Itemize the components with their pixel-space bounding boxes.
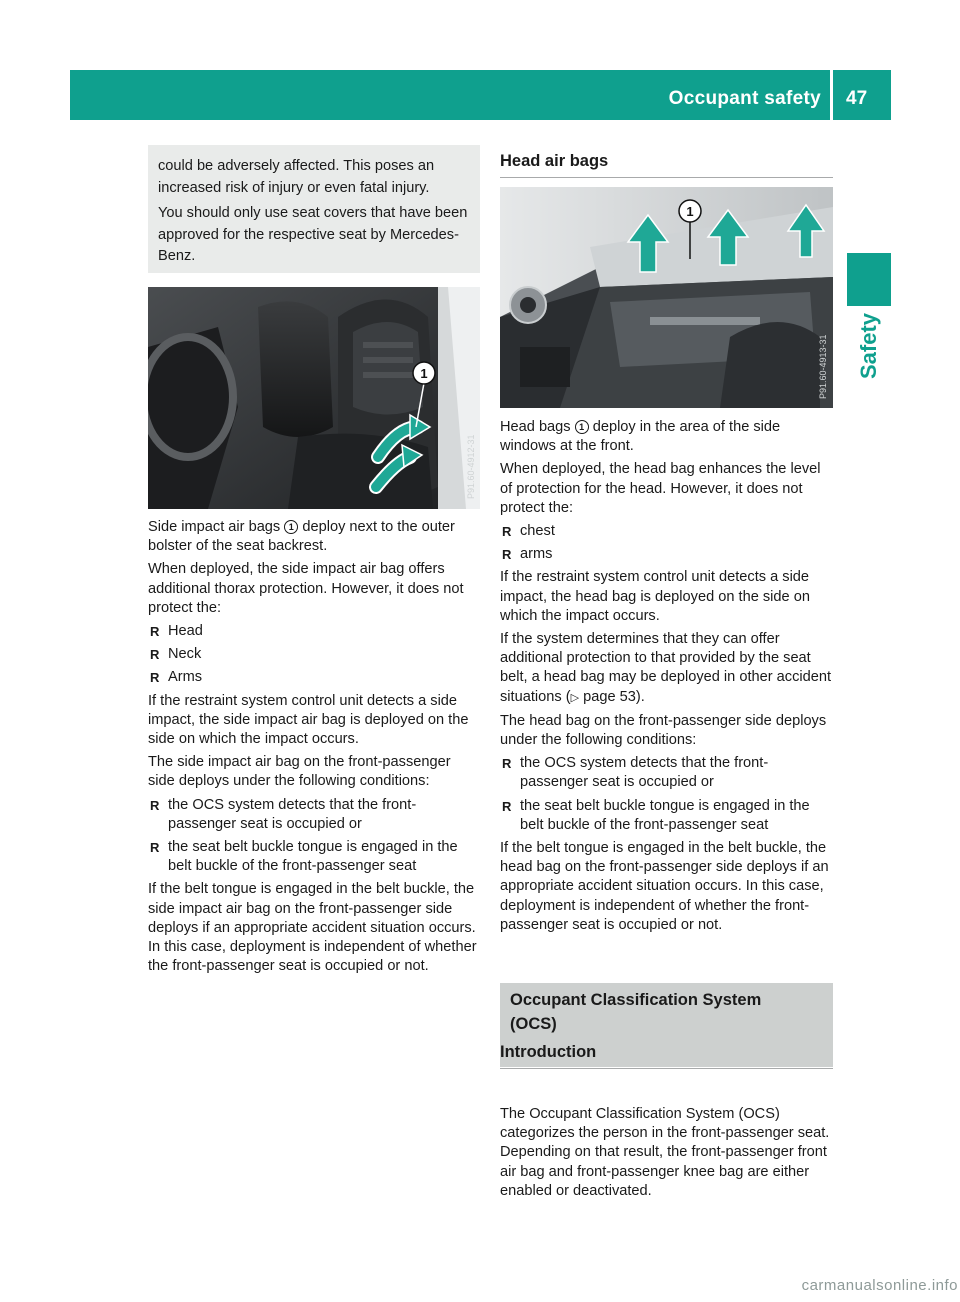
page-ref-arrow-icon: ▷ xyxy=(570,691,580,704)
paragraph: The Occupant Classification System (OCS) categorizes the person in the front-passenger seat. Depending on that result, the front-passenger front air bag and front-passenger knee bag are either enabled or deactivated. xyxy=(500,1106,830,1199)
left-column xyxy=(148,518,480,980)
svg-text:1: 1 xyxy=(686,204,694,219)
side-airbag-figure xyxy=(148,287,480,509)
list-item: R Arms xyxy=(148,668,480,687)
watermark: carmanualsonline.info xyxy=(801,1277,958,1294)
chapter-tab xyxy=(847,306,891,386)
right-column xyxy=(500,418,833,939)
list-item: R the OCS system detects that the front-passenger seat is occupied or xyxy=(148,796,480,834)
paragraph: When deployed, the head bag enhances the level of protection for the head. However, it does not protect the: xyxy=(500,461,821,516)
list-item: R Neck xyxy=(148,645,480,664)
section-heading: Head air bags xyxy=(500,152,833,178)
list-item: R the OCS system detects that the front-passenger seat is occupied or xyxy=(500,754,833,792)
paragraph: If the belt tongue is engaged in the belt buckle, the side impact air bag on the front-passenger side deploys if an appropriate accident situation occurs. In this case, deployment is independent of whether the front-passenger seat is occupied or not. xyxy=(148,881,477,975)
seat-illustration xyxy=(148,287,480,509)
ocs-section xyxy=(500,1043,833,1078)
paragraph: When deployed, the side impact air bag offers additional thorax protection. However, it does not protect the: xyxy=(148,561,464,616)
list-item: R arms xyxy=(500,545,833,564)
paragraph: Head bags 1 deploy in the area of the side windows at the front. xyxy=(500,419,781,455)
figure-code: P91.60-4913-31 xyxy=(818,334,828,399)
section-title: Occupant safety xyxy=(668,88,821,109)
paragraph: The head bag on the front-passenger side deploys under the following conditions: xyxy=(500,712,827,749)
page-link[interactable]: page 53). xyxy=(579,688,645,705)
header-divider xyxy=(830,70,833,120)
figure-code: P91.60-4912-31 xyxy=(466,434,476,499)
page-header xyxy=(70,70,891,120)
head-airbags-section xyxy=(500,152,833,187)
head-airbag-figure xyxy=(500,187,833,408)
paragraph: The side impact air bag on the front-passenger side deploys under the following conditions: xyxy=(148,754,451,790)
ocs-heading-line1: Occupant Classification System xyxy=(510,991,762,1009)
page-number: 47 xyxy=(846,88,868,109)
warning-text: You should only use seat covers that have been approved for the respective seat by Mercedes-Benz. xyxy=(158,205,468,264)
chapter-tab-label: Safety xyxy=(856,312,881,380)
warning-text: could be adversely affected. This poses an increased risk of injury or even fatal injury. xyxy=(158,158,435,196)
list-item: R the seat belt buckle tongue is engaged in the belt buckle of the front-passenger seat xyxy=(148,838,480,876)
ocs-heading-line2: (OCS) xyxy=(510,1015,557,1033)
list-item: R the seat belt buckle tongue is engaged in the belt buckle of the front-passenger seat xyxy=(500,797,833,835)
svg-text:1: 1 xyxy=(420,366,428,381)
paragraph: If the belt tongue is engaged in the belt buckle, the head bag on the front-passenger side deploys if an appropriate accident situation occurs. In this case, deployment is independent of whether the front-passenger seat is occupied or not. xyxy=(500,840,829,933)
chapter-tab-marker xyxy=(847,253,891,306)
paragraph: If the system determines that they can offer additional protection to that provided by the seat belt, a head bag may be deployed in other accident situations (▷ page 53). xyxy=(500,631,832,705)
ocs-body xyxy=(500,1105,833,1205)
paragraph: If the restraint system control unit detects a side impact, the head bag is deployed on the side on which the impact occurs. xyxy=(500,569,810,624)
paragraph: If the restraint system control unit detects a side impact, the side impact air bag is deployed on the side on which the impact occurs. xyxy=(148,692,469,748)
callout-marker: 1 xyxy=(575,420,589,434)
introduction-heading: Introduction xyxy=(500,1043,833,1069)
paragraph: Side impact air bags 1 deploy next to the outer bolster of the seat backrest. xyxy=(148,519,455,555)
list-item: R Head xyxy=(148,622,480,641)
warning-box xyxy=(148,145,480,273)
door-illustration xyxy=(500,187,833,408)
list-item: R chest xyxy=(500,522,833,541)
callout-marker: 1 xyxy=(284,520,298,534)
